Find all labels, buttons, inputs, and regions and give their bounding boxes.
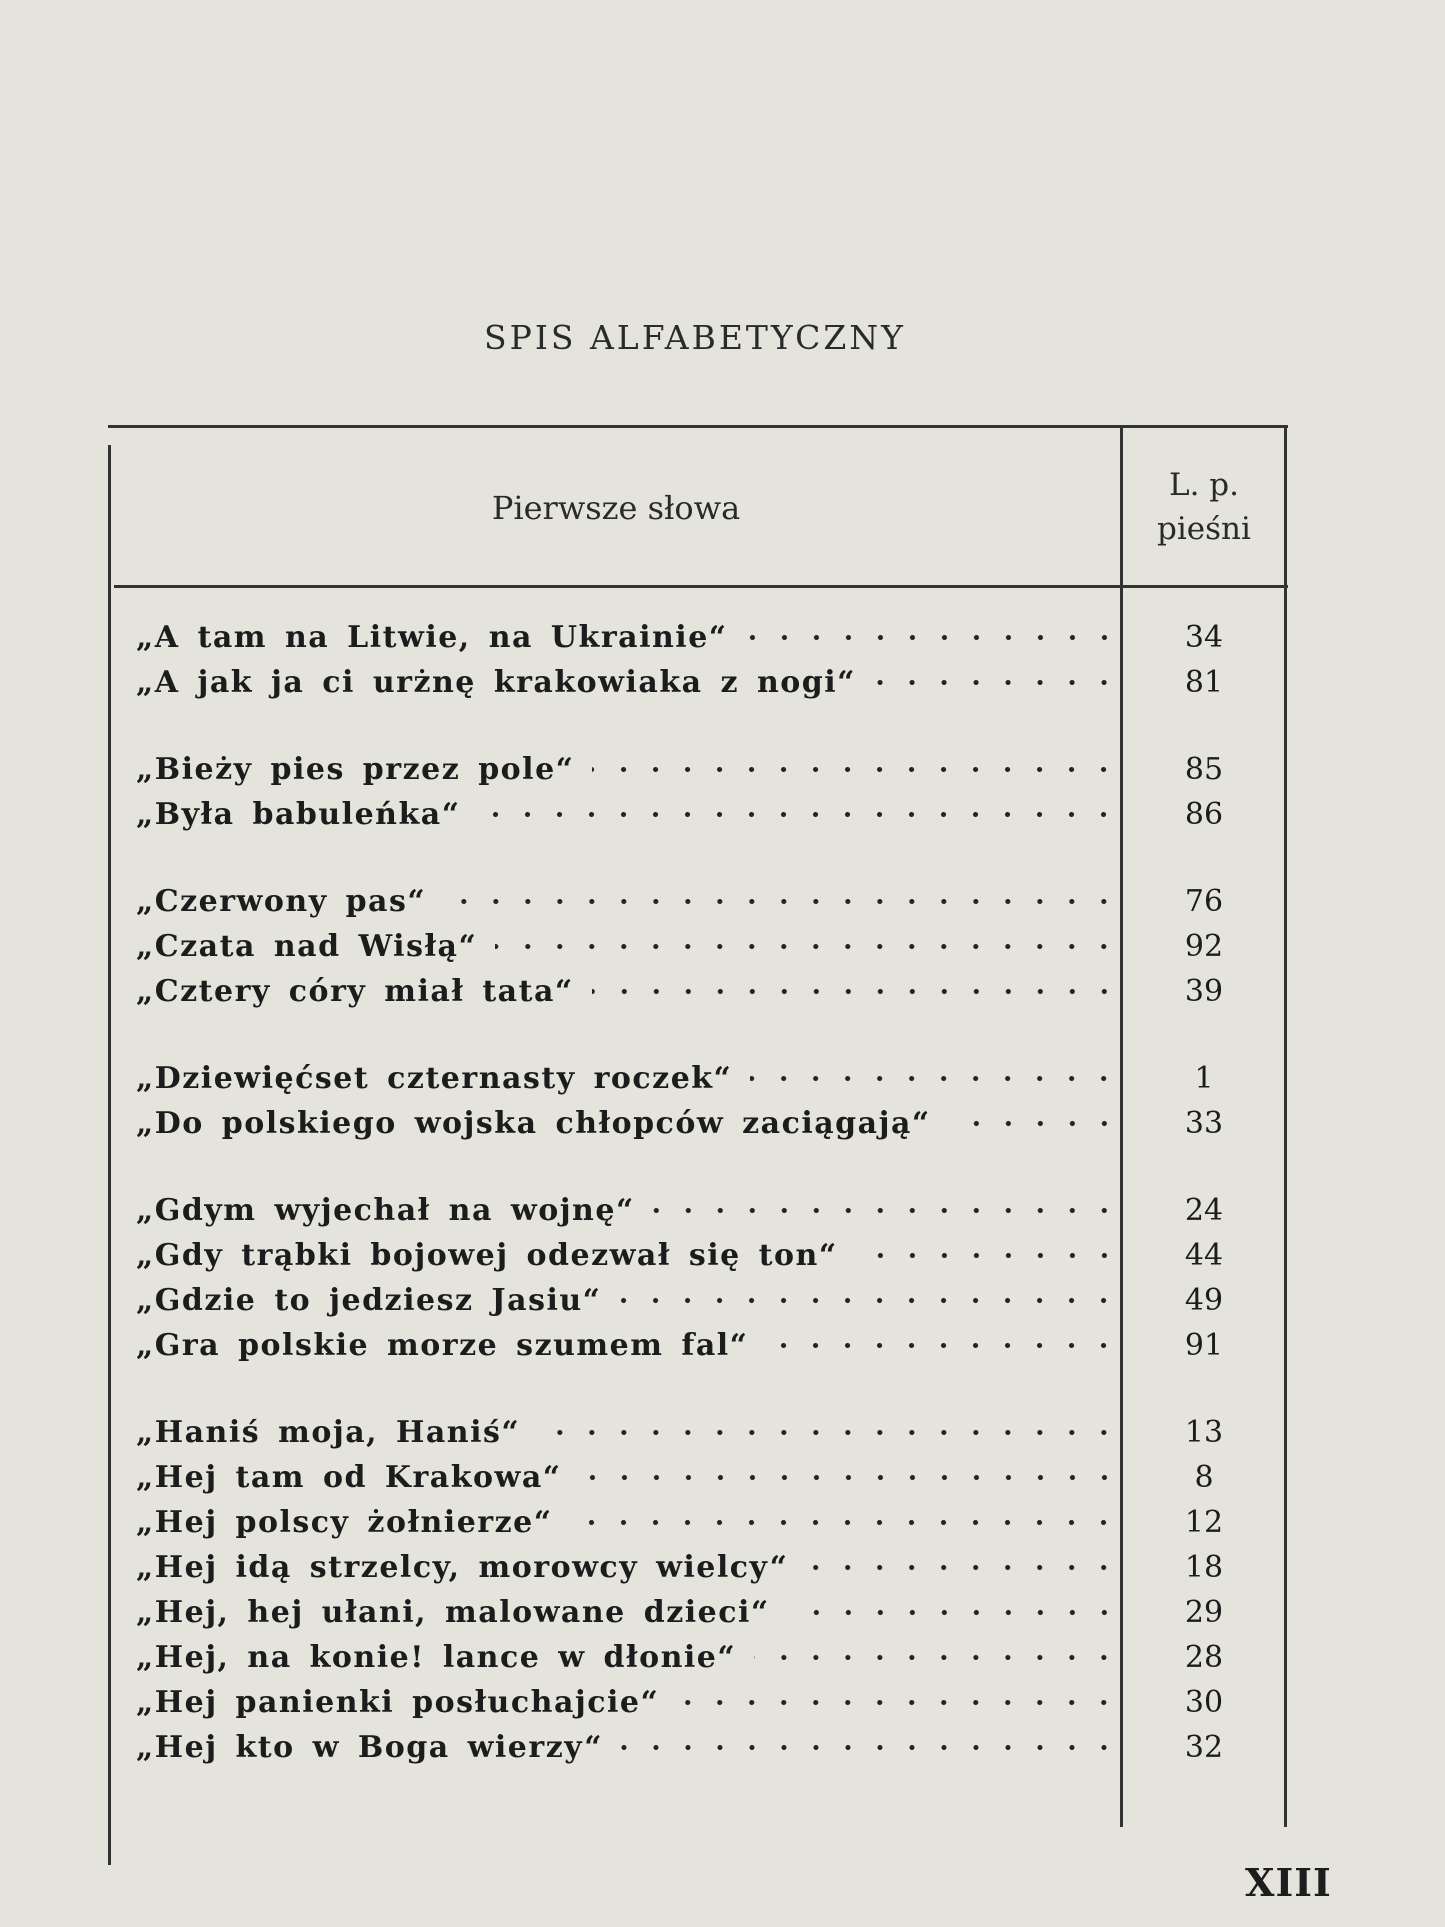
song-number: 29: [1184, 1595, 1224, 1630]
index-row: [136, 1680, 1284, 1725]
index-row: [136, 1500, 1284, 1545]
first-words-cell: [136, 1680, 1120, 1725]
index-row: [136, 1056, 1284, 1101]
first-words-text: „Hej polscy żołnierze“: [136, 1505, 553, 1540]
index-row: [136, 1188, 1284, 1233]
dot-leader: [766, 1323, 1120, 1368]
first-words-cell: [136, 1500, 1120, 1545]
dot-leader: [495, 924, 1120, 969]
first-words-cell: [136, 1056, 1120, 1101]
dot-leader: [592, 969, 1120, 1014]
first-words-text: „Gdym wyjechał na wojnę“: [136, 1193, 635, 1228]
dot-leader: [806, 1545, 1120, 1590]
first-words-cell: [136, 969, 1120, 1014]
first-words-cell: [136, 1590, 1120, 1635]
index-row: [136, 792, 1284, 837]
song-number: 1: [1194, 1061, 1214, 1096]
group-gap: [136, 1014, 1284, 1056]
header-first-words: Pierwsze słowa: [491, 489, 741, 527]
header-song-number: [1124, 463, 1284, 551]
index-row: [136, 1278, 1284, 1323]
table-left-rule: [108, 445, 111, 1865]
first-words-text: „Hej idą strzelcy, morowcy wielcy“: [136, 1550, 789, 1585]
first-words-cell: [136, 1725, 1120, 1770]
header-song-number-line2: pieśni: [1157, 511, 1251, 547]
index-row: [136, 1101, 1284, 1146]
first-words-text: „Haniś moja, Haniś“: [136, 1415, 521, 1450]
group-gap: [136, 837, 1284, 879]
table-right-rule: [1284, 427, 1287, 1827]
first-words-text: „Hej kto w Boga wierzy“: [136, 1730, 604, 1765]
index-row: [136, 1410, 1284, 1455]
first-words-cell: [136, 792, 1120, 837]
index-row: [136, 969, 1284, 1014]
first-words-text: „Była babuleńka“: [136, 797, 461, 832]
first-words-text: „Bieży pies przez pole“: [136, 752, 575, 787]
index-row: [136, 615, 1284, 660]
song-number: 86: [1184, 797, 1224, 832]
first-words-cell: [136, 1101, 1120, 1146]
dot-leader: [621, 1725, 1120, 1770]
page-number: XIII: [1245, 1860, 1332, 1905]
first-words-text: „Hej, hej ułani, malowane dzieci“: [136, 1595, 770, 1630]
first-words-text: „Czata nad Wisłą“: [136, 929, 478, 964]
first-words-text: „Hej panienki posłuchajcie“: [136, 1685, 660, 1720]
dot-leader: [746, 615, 1120, 660]
index-row: [136, 660, 1284, 705]
first-words-cell: [136, 747, 1120, 792]
first-words-cell: [136, 615, 1120, 660]
song-number: 76: [1184, 884, 1224, 919]
dot-leader: [444, 879, 1120, 924]
first-words-cell: [136, 1323, 1120, 1368]
song-number: 85: [1184, 752, 1224, 787]
song-number: 28: [1184, 1640, 1224, 1675]
index-row: [136, 1233, 1284, 1278]
dot-leader: [856, 1233, 1120, 1278]
dot-leader: [538, 1410, 1120, 1455]
first-words-cell: [136, 879, 1120, 924]
song-number: 30: [1184, 1685, 1224, 1720]
index-row: [136, 1545, 1284, 1590]
header-song-number-line1: L. p.: [1169, 467, 1239, 503]
index-row: [136, 879, 1284, 924]
dot-leader: [788, 1590, 1120, 1635]
index-row: [136, 1590, 1284, 1635]
dot-leader: [592, 747, 1120, 792]
song-number: 12: [1184, 1505, 1224, 1540]
song-number: 32: [1184, 1730, 1224, 1765]
first-words-cell: [136, 1455, 1120, 1500]
index-table: [108, 425, 1288, 1865]
song-number: 24: [1184, 1193, 1224, 1228]
dot-leader: [874, 660, 1120, 705]
group-gap: [136, 705, 1284, 747]
group-gap: [136, 1146, 1284, 1188]
song-number: 34: [1184, 620, 1224, 655]
song-number: 49: [1184, 1283, 1224, 1318]
index-row: [136, 1455, 1284, 1500]
first-words-text: „Hej tam od Krakowa“: [136, 1460, 562, 1495]
page-title: SPIS ALFABETYCZNY: [484, 318, 906, 357]
song-number: 33: [1184, 1106, 1224, 1141]
first-words-text: „Dziewięćset czternasty roczek“: [136, 1061, 733, 1096]
song-number: 92: [1184, 929, 1224, 964]
dot-leader: [653, 1188, 1120, 1233]
first-words-text: „A jak ja ci urżnę krakowiaka z nogi“: [136, 665, 856, 700]
first-words-cell: [136, 660, 1120, 705]
group-gap: [136, 1368, 1284, 1410]
first-words-cell: [136, 1635, 1120, 1680]
song-number: 39: [1184, 974, 1224, 1009]
first-words-text: „Gdzie to jedziesz Jasiu“: [136, 1283, 602, 1318]
index-entries: [136, 615, 1284, 1770]
song-number: 44: [1184, 1238, 1224, 1273]
first-words-text: „Hej, na konie! lance w dłonie“: [136, 1640, 737, 1675]
first-words-cell: [136, 924, 1120, 969]
dot-leader: [580, 1455, 1120, 1500]
first-words-cell: [136, 1545, 1120, 1590]
table-top-rule: [108, 425, 1288, 428]
first-words-text: „Gra polskie morze szumem fal“: [136, 1328, 749, 1363]
song-number: 13: [1184, 1415, 1224, 1450]
dot-leader: [754, 1635, 1120, 1680]
first-words-text: „Cztery córy miał tata“: [136, 974, 574, 1009]
first-words-cell: [136, 1410, 1120, 1455]
dot-leader: [619, 1278, 1120, 1323]
index-row: [136, 1725, 1284, 1770]
dot-leader: [570, 1500, 1120, 1545]
dot-leader: [677, 1680, 1120, 1725]
song-number: 8: [1194, 1460, 1214, 1495]
dot-leader: [478, 792, 1120, 837]
first-words-text: „Czerwony pas“: [136, 884, 427, 919]
dot-leader: [750, 1056, 1120, 1101]
index-row: [136, 1323, 1284, 1368]
index-row: [136, 747, 1284, 792]
index-row: [136, 924, 1284, 969]
song-number: 91: [1184, 1328, 1224, 1363]
first-words-text: „A tam na Litwie, na Ukrainie“: [136, 620, 728, 655]
first-words-cell: [136, 1188, 1120, 1233]
first-words-text: „Do polskiego wojska chłopców zaciągają“: [136, 1106, 931, 1141]
index-row: [136, 1635, 1284, 1680]
dot-leader: [949, 1101, 1120, 1146]
first-words-cell: [136, 1278, 1120, 1323]
first-words-cell: [136, 1233, 1120, 1278]
song-number: 18: [1184, 1550, 1224, 1585]
table-header-rule: [114, 585, 1288, 588]
first-words-text: „Gdy trąbki bojowej odezwał się ton“: [136, 1238, 838, 1273]
song-number: 81: [1184, 665, 1224, 700]
